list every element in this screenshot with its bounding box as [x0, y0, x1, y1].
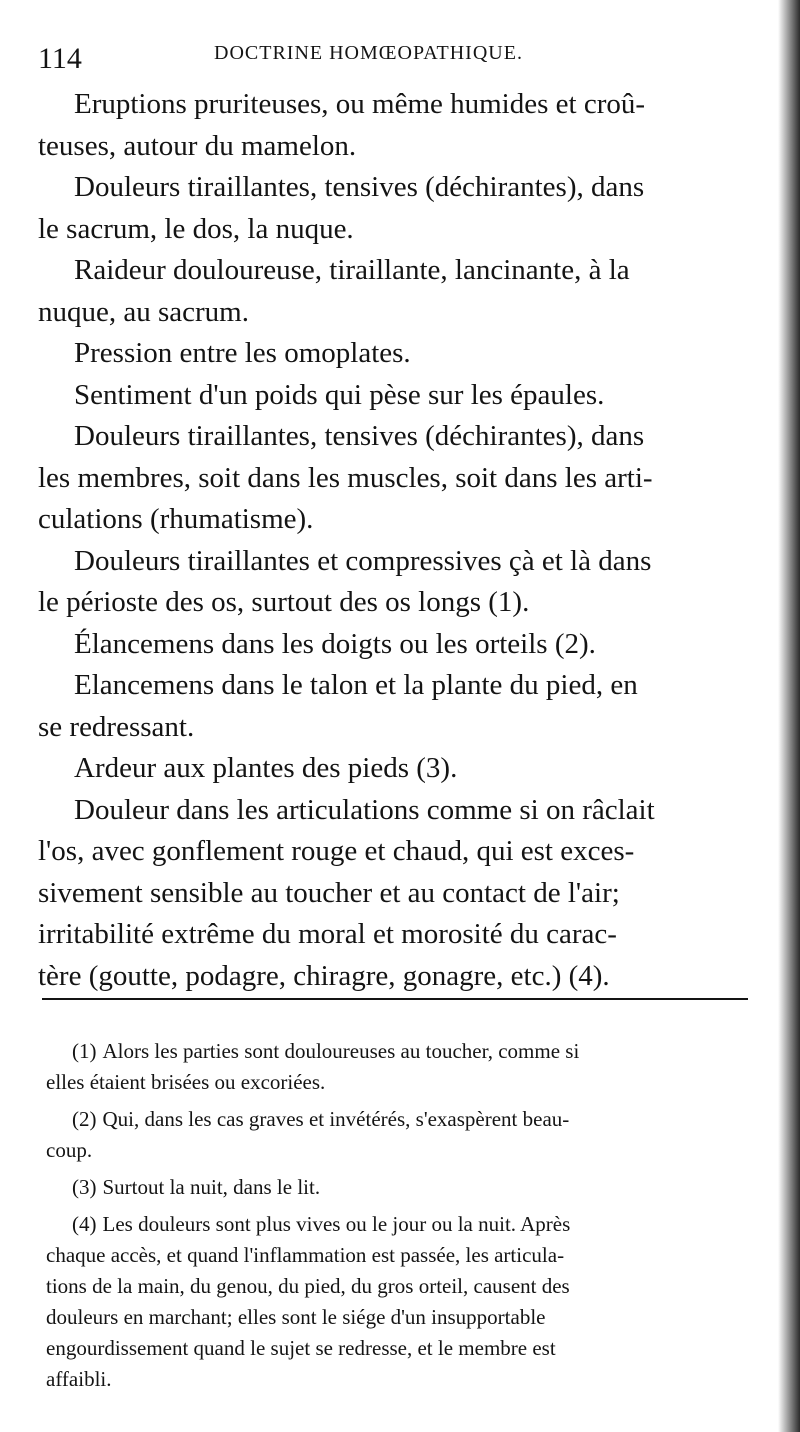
paragraph: Douleurs tiraillantes, tensives (déchirantes), dans le sacrum, le dos, la nuque. [38, 171, 645, 245]
paragraph: Douleurs tiraillantes, tensives (déchirantes), dans les membres, soit dans les muscles, soit dans les arti- culations (rhumatisme). [38, 420, 653, 535]
body-text [38, 84, 750, 997]
footnote [46, 1104, 752, 1166]
paragraph: Élancemens dans les doigts ou les orteils (2). [74, 627, 596, 660]
paragraph: Elancemens dans le talon et la plante du pied, en se redressant. [38, 669, 638, 743]
footnote-marker: (2) [72, 1107, 97, 1131]
paragraph: Raideur douloureuse, tiraillante, lancinante, à la nuque, au sacrum. [38, 254, 630, 328]
running-title: DOCTRINE HOMŒOPATHIQUE. [214, 42, 523, 64]
paragraph: Douleurs tiraillantes et compressives çà et là dans le périoste des os, surtout des os longs (1). [38, 544, 652, 618]
footnote-marker: (1) [72, 1039, 97, 1063]
paragraph: Pression entre les omoplates. [74, 337, 411, 369]
footnote-text: Qui, dans les cas graves et invétérés, s'exaspèrent beau- coup. [46, 1107, 570, 1162]
page-number: 114 [38, 42, 82, 75]
footnote-separator-rule [42, 998, 748, 1000]
footnote-text: Surtout la nuit, dans le lit. [102, 1175, 321, 1199]
footnote [46, 1036, 752, 1098]
page-header [38, 34, 758, 84]
footnote [46, 1209, 752, 1395]
paragraph: Ardeur aux plantes des pieds (3). [74, 752, 458, 784]
footnote-marker: (4) [72, 1212, 97, 1236]
footnote-text: Les douleurs sont plus vives ou le jour ou la nuit. Après chaque accès, et quand l'inflammation est passée, les articula- tions de la main, du genou, du pied, du gros orteil, causent des douleurs en marchant; elles sont le siége d'un insupportable engourdissement quand le sujet se redresse, et le membre est affaibli. [46, 1212, 571, 1391]
footnotes [46, 1036, 752, 1401]
footnote-marker: (3) [72, 1175, 97, 1199]
footnote [46, 1172, 752, 1203]
paragraph: Douleur dans les articulations comme si on râclait l'os, avec gonflement rouge et chaud, qui est exces- sivement sensible au toucher et au contact de l'air; irritabilité extrême du moral et morosité du carac- tère (goutte, podagre, chiragre, gonagre, etc.) (4). [38, 793, 655, 992]
page-edge-shadow [778, 0, 800, 1432]
paragraph: Eruptions pruriteuses, ou même humides et croû- teuses, autour du mamelon. [38, 88, 646, 162]
footnote-text: Alors les parties sont douloureuses au toucher, comme si elles étaient brisées ou excoriées. [46, 1039, 580, 1094]
paragraph: Sentiment d'un poids qui pèse sur les épaules. [74, 378, 605, 411]
